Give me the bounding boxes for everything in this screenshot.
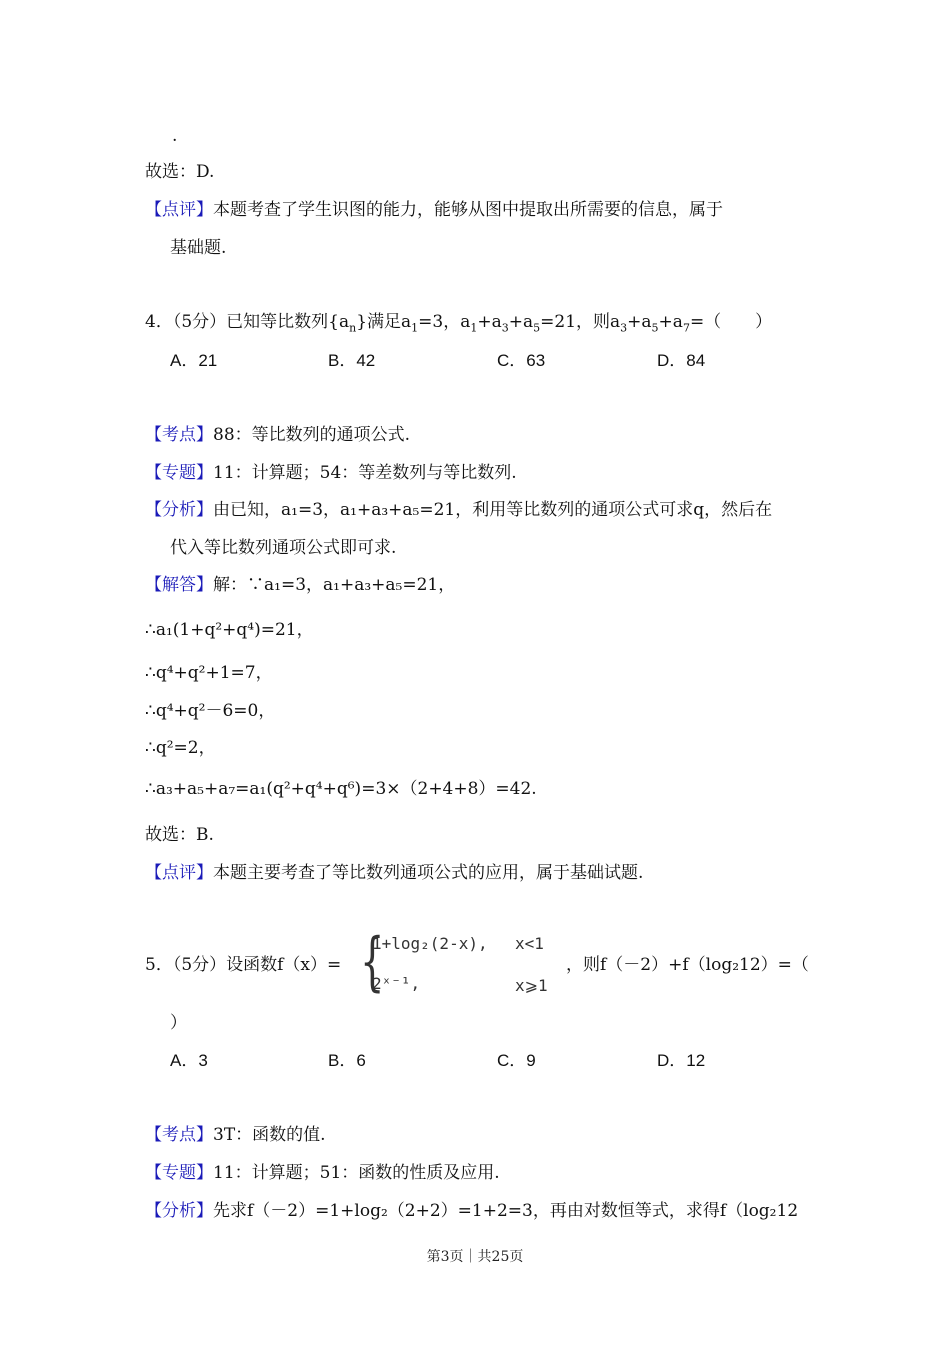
jieda-text: 解：∵a₁=3，a₁+a₃+a₅=21， bbox=[213, 575, 456, 595]
q4-p4: +a bbox=[658, 312, 683, 332]
q4-s5: 3 bbox=[620, 321, 628, 335]
q4-option-b: B．42 bbox=[328, 351, 376, 370]
question-4 bbox=[145, 310, 772, 340]
q4-option-d: D．84 bbox=[657, 351, 706, 370]
zhuanti-text: 11：计算题；54：等差数列与等比数列. bbox=[213, 463, 517, 483]
kaodian-tag: 【考点】 bbox=[145, 425, 213, 445]
review4-tag: 【点评】 bbox=[145, 863, 213, 883]
answer-q3: 故选：D. bbox=[145, 162, 215, 182]
q4-end: =（ ） bbox=[689, 312, 773, 332]
review4-text: 本题主要考查了等比数列通项公式的应用，属于基础试题. bbox=[213, 863, 644, 883]
case-1-cond: x<1 bbox=[515, 934, 544, 953]
q4-c2: =3，a bbox=[418, 312, 471, 332]
q4-num: 4．（5分）已知等比数列 bbox=[145, 312, 329, 332]
q4-kaodian bbox=[145, 423, 410, 447]
q4-s7: 7 bbox=[682, 321, 690, 335]
case-2: 2ˣ⁻¹, bbox=[372, 974, 421, 993]
q5-option-d: D．12 bbox=[657, 1051, 706, 1070]
q4-p2: +a bbox=[508, 312, 534, 332]
case-2-cond: x⩾1 bbox=[515, 976, 548, 995]
jieda-tag: 【解答】 bbox=[145, 575, 213, 595]
case-1: 1+log₂(2-x), bbox=[372, 934, 488, 953]
fenxi-tag: 【分析】 bbox=[145, 500, 213, 520]
kaodian5-text: 3T：函数的值. bbox=[213, 1125, 326, 1145]
question-5-close: ） bbox=[170, 1013, 187, 1033]
fenxi5-text: 先求f（－2）=1+log₂（2+2）=1+2=3，再由对数恒等式，求得f（log₂12 bbox=[213, 1201, 799, 1221]
q5-option-a: A．3 bbox=[170, 1051, 208, 1070]
q4-seq-sub: n bbox=[349, 321, 357, 335]
q4-step2: ∴q⁴+q²+1=7， bbox=[145, 663, 273, 683]
review-text: 本题考查了学生识图的能力，能够从图中提取出所需要的信息，属于 bbox=[213, 200, 723, 220]
q5-option-b: B．6 bbox=[328, 1051, 366, 1070]
q4-s2: 1 bbox=[470, 321, 478, 335]
fenxi-text: 由已知，a₁=3，a₁+a₃+a₅=21，利用等比数列的通项公式可求q，然后在 bbox=[213, 500, 773, 520]
piecewise-brace: { bbox=[360, 925, 385, 999]
q4-p1: +a bbox=[477, 312, 502, 332]
q4-seq: {a bbox=[328, 312, 350, 332]
dot: . bbox=[172, 126, 178, 146]
kaodian5-tag: 【考点】 bbox=[145, 1125, 213, 1145]
q5-kaodian bbox=[145, 1123, 326, 1147]
q4-p3: +a bbox=[627, 312, 652, 332]
q4-step4: ∴q²=2， bbox=[145, 738, 216, 758]
zhuanti5-tag: 【专题】 bbox=[145, 1163, 213, 1183]
page-footer: 第3页｜共25页 bbox=[426, 1249, 524, 1265]
review-tag: 【点评】 bbox=[145, 200, 213, 220]
q4-seq-end: } bbox=[356, 312, 368, 332]
kaodian-text: 88：等比数列的通项公式. bbox=[213, 425, 411, 445]
zhuanti-tag: 【专题】 bbox=[145, 463, 213, 483]
question-5-tail: ，则f（－2）+f（log₂12）=（ bbox=[566, 955, 809, 975]
question-5: 5．（5分）设函数f（x）= bbox=[145, 955, 342, 975]
q5-fenxi bbox=[145, 1199, 798, 1223]
q4-step3: ∴q⁴+q²－6=0， bbox=[145, 701, 276, 721]
q4-c1: 满足a bbox=[367, 312, 412, 332]
review-q3 bbox=[145, 198, 723, 222]
q4-fenxi-cont: 代入等比数列通项公式即可求. bbox=[170, 538, 397, 558]
q5-option-c: C．9 bbox=[497, 1051, 536, 1070]
q4-step1: ∴a₁(1+q²+q⁴)=21， bbox=[145, 620, 314, 640]
q4-s3: 3 bbox=[501, 321, 509, 335]
fenxi5-tag: 【分析】 bbox=[145, 1201, 213, 1221]
q4-zhuanti bbox=[145, 461, 517, 485]
q4-s6: 5 bbox=[651, 321, 659, 335]
q4-step5: ∴a₃+a₅+a₇=a₁(q²+q⁴+q⁶)=3×（2+4+8）=42. bbox=[145, 779, 537, 799]
review-q3-cont: 基础题. bbox=[170, 238, 227, 258]
q4-option-a: A．21 bbox=[170, 351, 218, 370]
q4-jieda bbox=[145, 573, 455, 597]
q4-review bbox=[145, 861, 643, 885]
q5-zhuanti bbox=[145, 1161, 500, 1185]
q4-fenxi bbox=[145, 498, 772, 522]
q4-c3: =21，则a bbox=[540, 312, 621, 332]
q4-option-c: C．63 bbox=[497, 351, 546, 370]
q4-s4: 5 bbox=[533, 321, 541, 335]
q4-s1: 1 bbox=[411, 321, 419, 335]
zhuanti5-text: 11：计算题；51：函数的性质及应用. bbox=[213, 1163, 500, 1183]
q4-answer: 故选：B. bbox=[145, 825, 214, 845]
